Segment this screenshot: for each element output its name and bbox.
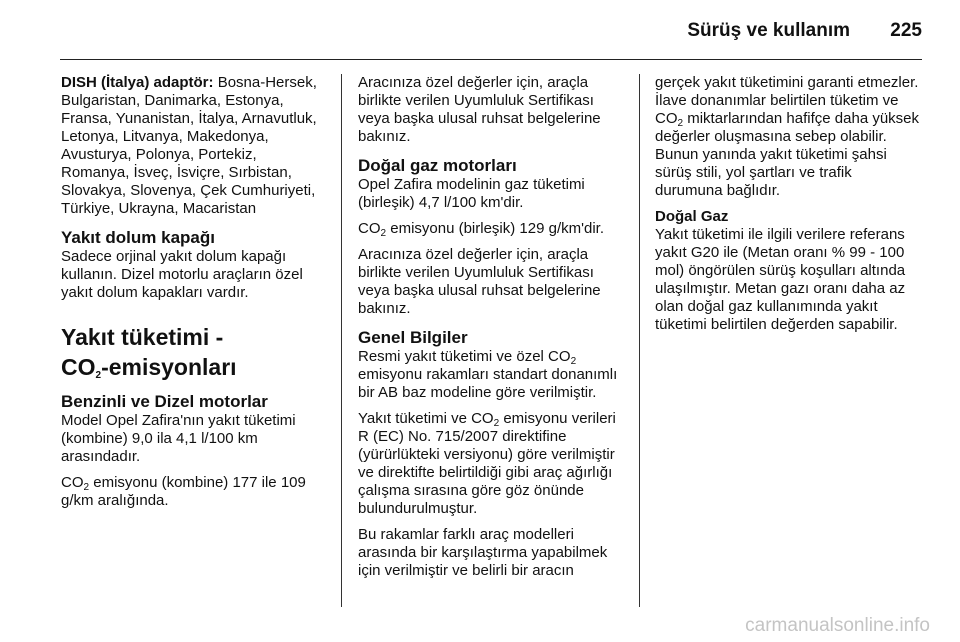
certificate-text: Aracınıza özel değerler için, araçla birlikte verilen Uyumluluk Sertifikası veya başka ulusal ruhsat belgelerine bakınız. xyxy=(358,74,601,145)
column-3 xyxy=(655,74,923,342)
co2-subscript: 2 xyxy=(83,482,90,493)
column-divider-2 xyxy=(639,74,640,607)
natural-gas-text: Yakıt tüketimi ile ilgili verilere referans yakıt G20 ile (Metan oranı % 99 - 100 mol) öngörülen sürüş koşulları altında ulaşılmıştır. Metan gazı oranı daha az olan doğal gaz kullanımında yakıt tüketimi belirtilen değerden sapabilir. xyxy=(655,226,906,333)
section-heading-subscript: 2 xyxy=(95,370,102,381)
header-divider xyxy=(60,59,922,60)
section-heading-co: CO xyxy=(61,354,96,380)
natural-gas-engines-heading: Doğal gaz motorları xyxy=(358,156,517,175)
natural-gas-consumption-text: Opel Zafira modelinin gaz tüketimi (birleşik) 4,7 l/100 km'dir. xyxy=(358,176,585,211)
gas-co2-text: emisyonu (birleşik) 129 g/km'dir. xyxy=(386,220,605,237)
dish-adapter-label: DISH (İtalya) adaptör: xyxy=(61,74,214,91)
natural-gas-heading: Doğal Gaz xyxy=(655,208,729,225)
petrol-diesel-text: Model Opel Zafira'nın yakıt tüketimi (kombine) 9,0 ila 4,1 l/100 km arasındadır. xyxy=(61,412,296,465)
section-heading-line1: Yakıt tüketimi - xyxy=(61,324,224,350)
general-info-heading: Genel Bilgiler xyxy=(358,328,468,347)
general-text-1b: emisyonu rakamları standart donanımlı bir AB baz modeline göre verilmiştir. xyxy=(358,366,618,401)
co2-label: CO xyxy=(61,474,84,491)
dish-adapter-paragraph xyxy=(61,74,323,218)
general-text-1: Resmi yakıt tüketimi ve özel CO xyxy=(358,348,571,365)
general-info-paragraph-1 xyxy=(358,348,626,402)
certificate-text-2: Aracınıza özel değerler için, araçla birlikte verilen Uyumluluk Sertifikası veya başka ulusal ruhsat belgelerine bakınız. xyxy=(358,246,601,317)
fuel-cap-heading: Yakıt dolum kapağı xyxy=(61,228,215,247)
running-header-title: Sürüş ve kullanım xyxy=(687,20,850,41)
page-number: 225 xyxy=(890,20,922,41)
general-info-paragraph-3: Bu rakamlar farklı araç modelleri arasında bir karşılaştırma yapabilmek için verilmiştir ve belirli bir aracın xyxy=(358,526,608,579)
fuel-cap-text: Sadece orjinal yakıt dolum kapağı kullanın. Dizel motorlu araçların özel yakıt dolum kapakları vardır. xyxy=(61,248,303,301)
general-subscript-1: 2 xyxy=(570,356,577,367)
column-1 xyxy=(61,74,323,518)
continuation-text-b: miktarlarından hafifçe daha yüksek değerler oluşmasına sebep olabilir. Bunun yanında yakıt tüketimi şahsi sürüş stili, yol şartları ve trafik durumuna bağlıdır. xyxy=(655,110,920,199)
continuation-subscript: 2 xyxy=(677,118,684,129)
gas-co2-label: CO xyxy=(358,220,381,237)
continuation-paragraph xyxy=(655,74,923,200)
dish-adapter-text: Bosna-Hersek, Bulgaristan, Danimarka, Estonya, Fransa, Yunanistan, İtalya, Arnavutluk, Letonya, Litvanya, Makedonya, Avusturya, Polonya, Portekiz, Romanya, İsveç, İsviçre, Sırbistan, Slovakya, Slovenya, Çek Cumhuriyeti, Türkiye, Ukrayna, Macaristan xyxy=(61,74,317,217)
section-heading xyxy=(61,322,323,382)
gas-co2-subscript: 2 xyxy=(380,228,387,239)
continuation-text: gerçek yakıt tüketimini garanti etmezler. İlave donanımlar belirtilen tüketim ve CO xyxy=(655,74,919,127)
column-divider-1 xyxy=(341,74,342,607)
co2-emission-paragraph xyxy=(61,474,323,510)
gas-co2-paragraph xyxy=(358,220,626,238)
section-heading-line2: -emisyonları xyxy=(101,354,237,380)
general-subscript-2: 2 xyxy=(493,418,500,429)
co2-text: emisyonu (kombine) 177 ile 109 g/km aralığında. xyxy=(61,474,306,509)
general-text-2b: emisyonu verileri R (EC) No. 715/2007 direktifine (yürürlükteki versiyonu) göre verilmiştir ve direktifte belirtildiği gibi araç ağırlığı çalışma sırasına göre göz önünde bulundurulmuştur. xyxy=(358,410,616,517)
column-2 xyxy=(358,74,626,588)
petrol-diesel-heading: Benzinli ve Dizel motorlar xyxy=(61,392,268,411)
general-info-paragraph-2 xyxy=(358,410,626,518)
general-text-2: Yakıt tüketimi ve CO xyxy=(358,410,494,427)
watermark-text: carmanualsonline.info xyxy=(745,615,930,636)
